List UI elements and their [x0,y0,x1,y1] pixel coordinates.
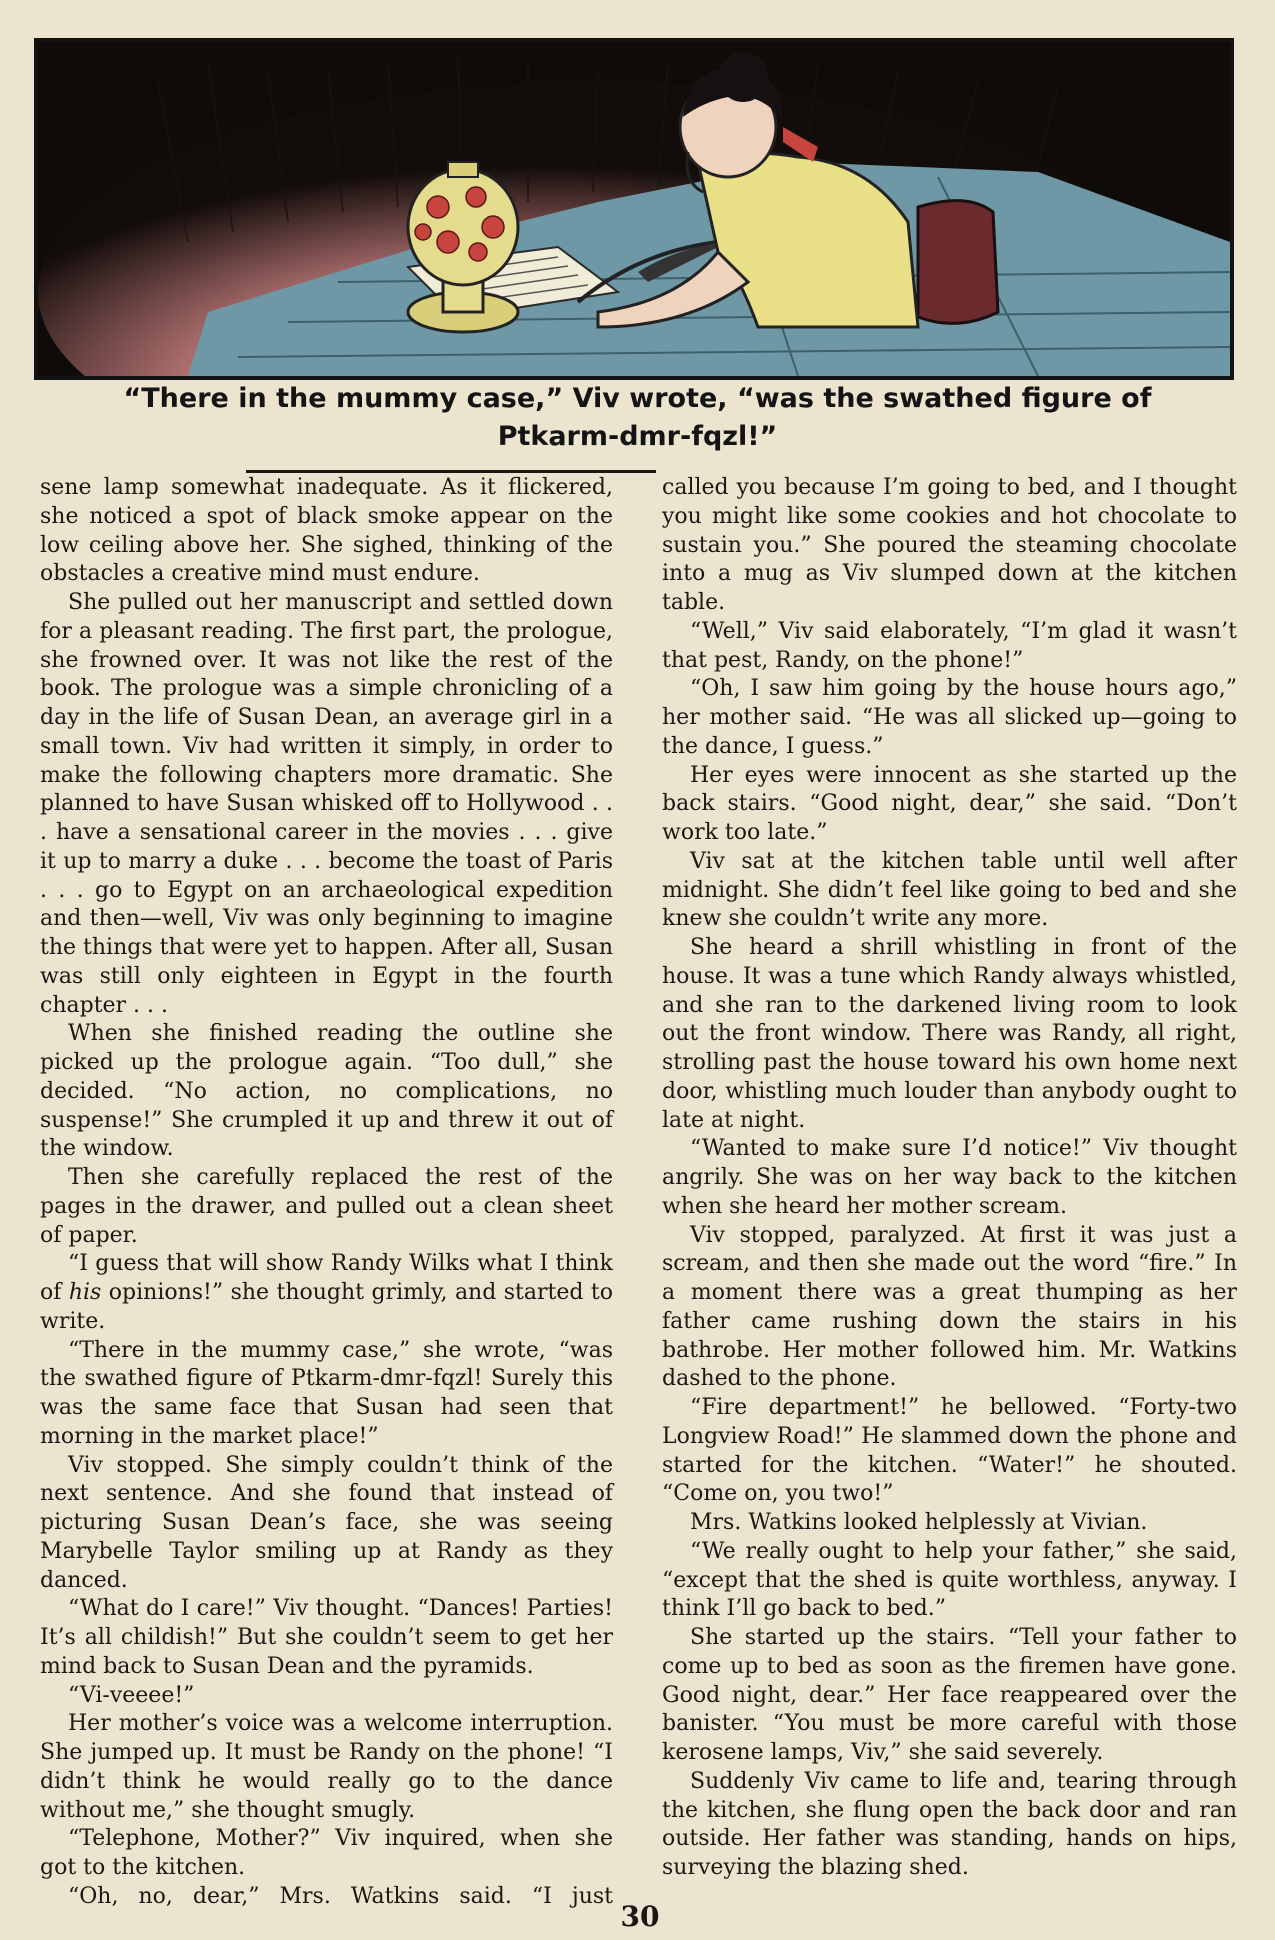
text-span: “I guess that will show Randy Wilks what I think of [40,1251,613,1305]
paragraph: Mrs. Watkins looked helplessly at Vivian. [690,1510,1148,1535]
paragraph: sene lamp somewhat inadequate. As it flickered, she noticed a spot of black smoke appear on the low ceiling above her. She sighed, thinking of the obstacles a creative mind must endure. [40,475,613,587]
paragraph: “We really ought to help your father,” she said, “except that the shed is quite worthless, anyway. I think I’ll go back to bed.” [662,1538,1237,1622]
caption-line-1: “There in the mummy case,” Viv wrote, “was the swathed figure of [123,383,1152,414]
paragraph: Suddenly Viv came to life and, tearing through the kitchen, she flung open the back door and ran outside. Her father was standing, hands on hips, surveying the blazing shed. [662,1768,1237,1880]
paragraph: “There in the mummy case,” she wrote, “was the swathed figure of Ptkarm-dmr-fqzl! Surely this was the same face that Susan had seen that morning in the market place!” [40,1337,613,1449]
section-divider [246,470,656,473]
emphasis: his [68,1280,102,1305]
paragraph: Her mother’s voice was a welcome interruption. She jumped up. It must be Randy on the phone! “I didn’t think he would really go to the dance without me,” she thought smugly. [40,1711,613,1823]
paragraph: Viv stopped. She simply couldn’t think of the next sentence. And she found that instead of picturing Susan Dean’s face, she was seeing Marybelle Taylor smiling up at Randy as they danced. [40,1452,613,1593]
paragraph: She heard a shrill whistling in front of the house. It was a tune which Randy always whistled, and she ran to the darkened living room to look out the front window. There was Randy, all right, strolling past the house toward his own home next door, whistling much louder than anybody ought to late at night. [662,935,1237,1133]
paragraph: Her eyes were innocent as she started up the back stairs. “Good night, dear,” she said. “Don’t work too late.” [662,762,1237,845]
chair [918,201,998,324]
text-column-left [40,474,613,1912]
paragraph: “Well,” Viv said elaborately, “I’m glad it wasn’t that pest, Randy, on the phone!” [662,618,1237,673]
paragraph [40,1250,613,1336]
paragraph: “Telephone, Mother?” Viv inquired, when she got to the kitchen. [40,1826,613,1880]
paragraph: Then she carefully replaced the rest of the pages in the drawer, and pulled out a clean sheet of paper. [40,1165,613,1248]
paragraph: “What do I care!” Viv thought. “Dances! Parties! It’s all childish!” But she couldn’t seem to get her mind back to Susan Dean and the pyramids. [40,1596,613,1679]
viv-writing-at-desk-illustration [34,38,1234,380]
paragraph: Viv sat at the kitchen table until well after midnight. She didn’t feel like going to bed and she knew she couldn’t write any more. [662,848,1237,932]
paragraph: Viv stopped, paralyzed. At first it was just a scream, and then she made out the word “fire.” In a moment there was a great thumping as her father came rushing down the stairs in his bathrobe. Her mother followed him. Mr. Watkins dashed to the phone. [662,1222,1237,1392]
paragraph: “Oh, I saw him going by the house hours ago,” her mother said. “He was all slicked up—going to the dance, I guess.” [662,676,1237,759]
paragraph: “Wanted to make sure I’d notice!” Viv thought angrily. She was on her way back to the kitchen when she heard her mother scream. [662,1136,1237,1219]
caption-line-2: Ptkarm-dmr-fqzl!” [497,421,778,452]
paragraph: “Fire department!” he bellowed. “Forty-two Longview Road!” He slammed down the phone and started for the kitchen. “Water!” he shouted. “Come on, you two!” [662,1395,1237,1507]
paragraph: called you because I’m going to bed, and I thought you might like some cookies and hot chocolate to sustain you.” She poured the steaming chocolate into a mug as Viv slumped down at the kitchen table. [662,475,1237,615]
page-number: 30 [620,1900,660,1933]
paragraph: “Oh, no, dear,” Mrs. Watkins said. “I just [68,1883,613,1909]
text-column-right [662,474,1237,1883]
illustration-caption [40,380,1235,456]
paragraph: “Vi-veeee!” [68,1682,195,1708]
text-span: opinions!” she thought grimly, and started to write. [40,1280,613,1334]
paragraph: When she finished reading the outline she picked up the prologue again. “Too dull,” she decided. “No action, no complications, no suspense!” She crumpled it up and threw it out of the window. [40,1021,613,1162]
paragraph: She pulled out her manuscript and settled down for a pleasant reading. The first part, the prologue, she frowned over. It was not like the rest of the book. The prologue was a simple chronicling of a day in the life of Susan Dean, an average girl in a small town. Viv had written it simply, in order to make the following chapters more dramatic. She planned to have Susan whisked off to Hollywood . . . have a sensational career in the movies . . . give it up to marry a duke . . . become the toast of Paris . . . go to Egypt on an archaeological expedition and then—well, Viv was only beginning to imagine the things that were yet to happen. After all, Susan was still only eighteen in Egypt in the fourth chapter . . . [40,590,613,1018]
illustration-svg [38,42,1230,376]
paragraph: She started up the stairs. “Tell your father to come up to bed as soon as the firemen have gone. Good night, dear.” Her face reappeared over the banister. “You must be more careful with those kerosene lamps, Viv,” she said severely. [662,1625,1237,1765]
